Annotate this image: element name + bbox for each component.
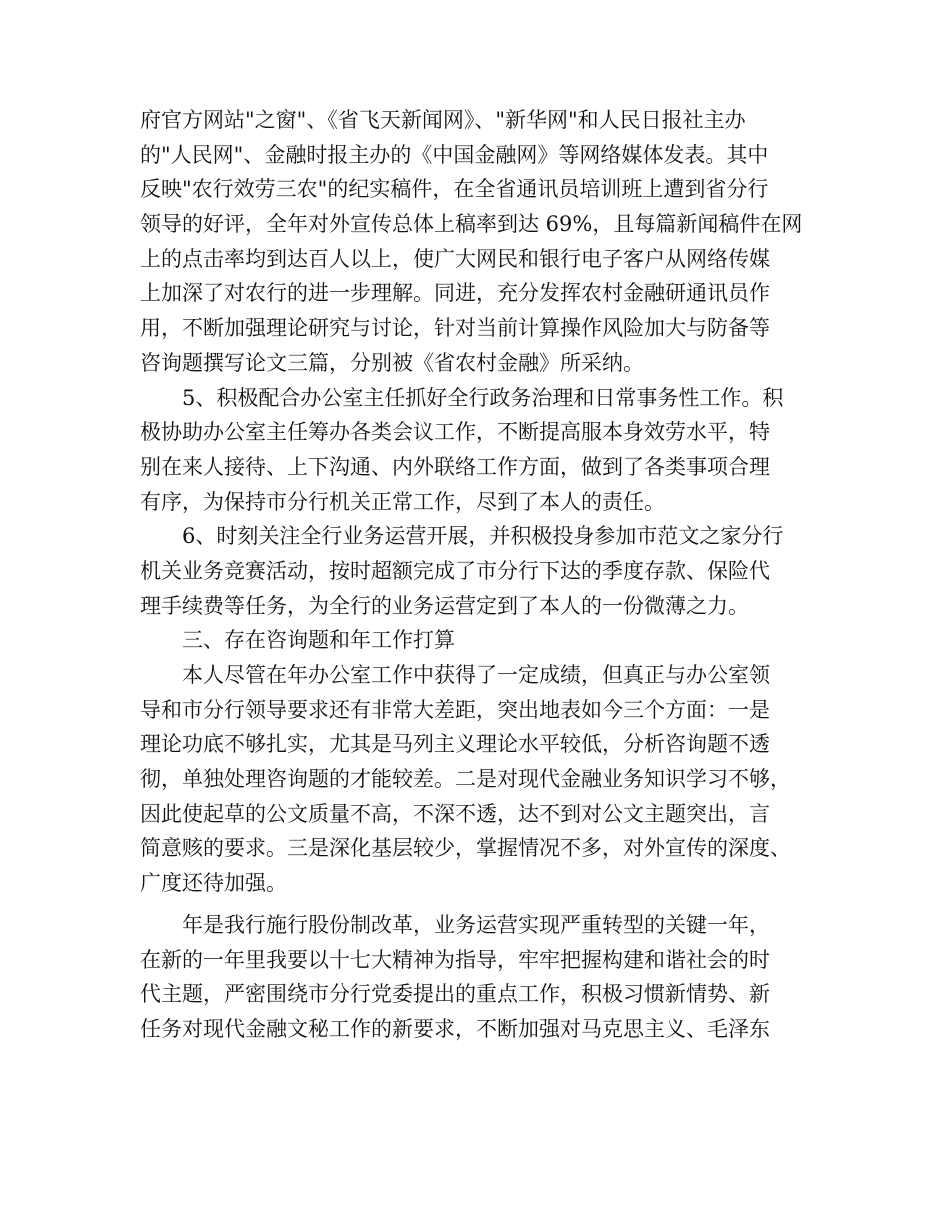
text-line-25: 在新的一年里我要以十七大精神为指导，牢牢把握构建和谐社会的时 <box>140 947 770 972</box>
text-line-21: 因此使起草的公文质量不高，不深不透，达不到对公文主题突出，言 <box>140 801 770 826</box>
text-line-9: 5、积极配合办公室主任抓好全行政务治理和日常事务性工作。积 <box>182 385 784 410</box>
text-line-12: 有序，为保持市分行机关正常工作，尽到了本人的责任。 <box>140 489 665 514</box>
text-line-4: 领导的好评，全年对外宣传总体上稿率到达 69%，且每篇新闻稿件在网 <box>140 212 803 237</box>
text-line-11: 别在来人接待、上下沟通、内外联络工作方面，做到了各类事项合理 <box>140 454 770 479</box>
section-heading: 三、存在咨询题和年工作打算 <box>182 628 455 653</box>
text-line-19: 理论功底不够扎实，尤其是马列主义理论水平较低，分析咨询题不透 <box>140 732 770 757</box>
text-line-5: 上的点击率均到达百人以上，使广大网民和银行电子客户从网络传媒 <box>140 246 770 271</box>
text-line-24: 年是我行施行股份制改革，业务运营实现严重转型的关键一年， <box>182 912 770 937</box>
text-line-27: 任务对现代金融文秘工作的新要求，不断加强对马克思主义、毛泽东 <box>140 1016 770 1041</box>
text-line-1: 府官方网站"之窗"、《省飞天新闻网》、"新华网"和人民日报社主办 <box>140 108 746 132</box>
text-line-18: 导和市分行领导要求还有非常大差距，突出地表如今三个方面：一是 <box>140 697 770 722</box>
text-line-22: 简意赅的要求。三是深化基层较少，掌握情况不多，对外宣传的深度、 <box>140 836 791 861</box>
text-line-7: 用，不断加强理论研究与讨论，针对当前计算操作风险加大与防备等 <box>140 316 770 341</box>
text-line-15: 理手续费等任务，为全行的业务运营定到了本人的一份微薄之力。 <box>140 593 749 618</box>
text-line-8: 咨询题撰写论文三篇，分别被《省农村金融》所采纳。 <box>140 350 644 375</box>
text-line-6: 上加深了对农行的进一步理解。同进，充分发挥农村金融研通讯员作 <box>140 281 770 306</box>
text-line-10: 极协助办公室主任筹办各类会议工作，不断提高服本身效劳水平，特 <box>140 420 770 445</box>
text-line-20: 彻，单独处理咨询题的才能较差。二是对现代金融业务知识学习不够， <box>140 767 791 792</box>
text-line-17: 本人尽管在年办公室工作中获得了一定成绩，但真正与办公室领 <box>182 663 770 687</box>
text-line-23: 广度还待加强。 <box>140 871 287 896</box>
text-line-2: 的"人民网"、金融时报主办的《中国金融网》等网络媒体发表。其中 <box>140 142 769 167</box>
text-line-26: 代主题，严密围绕市分行党委提出的重点工作，积极习惯新情势、新 <box>140 982 770 1007</box>
text-line-14: 机关业务竞赛活动，按时超额完成了市分行下达的季度存款、保险代 <box>140 558 770 583</box>
document-page <box>140 103 830 1047</box>
text-line-3: 反映"农行效劳三农"的纪实稿件，在全省通讯员培训班上遭到省分行 <box>140 177 769 202</box>
text-line-13: 6、时刻关注全行业务运营开展，并积极投身参加市范文之家分行 <box>182 524 784 549</box>
